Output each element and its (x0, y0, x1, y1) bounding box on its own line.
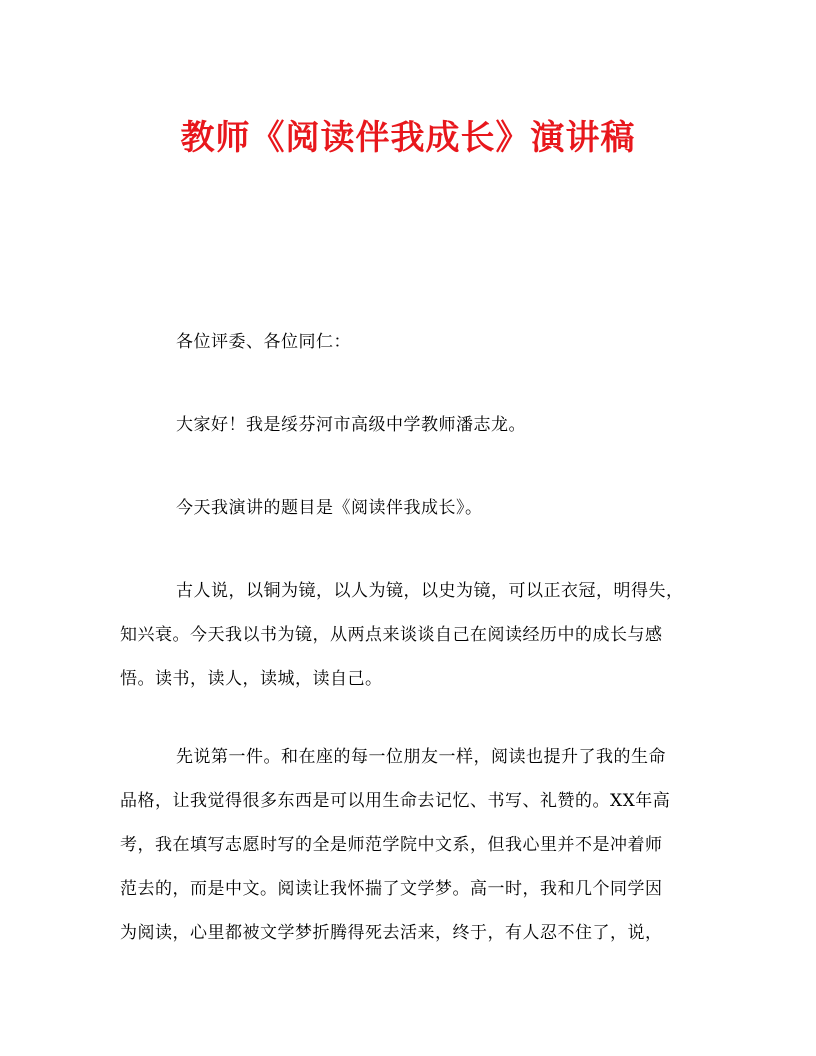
paragraph-first-point (120, 735, 700, 955)
paragraph-line: 品格，让我觉得很多东西是可以用生命去记忆、书写、礼赞的。XX年高 (120, 791, 671, 811)
paragraph-line: 大家好！我是绥芬河市高级中学教师潘志龙。 (176, 415, 526, 435)
paragraph-line: 各位评委、各位同仁： (176, 332, 351, 352)
paragraph-topic (120, 486, 700, 530)
paragraph-line: 悟。读书，读人，读城，读自己。 (120, 669, 383, 689)
paragraph-line: 今天我演讲的题目是《阅读伴我成长》。 (176, 498, 483, 518)
paragraph-line: 古人说，以铜为镜，以人为镜，以史为镜，可以正衣冠，明得失， (176, 581, 684, 601)
paragraph-line: 考，我在填写志愿时写的全是师范学院中文系，但我心里并不是冲着师 (120, 835, 663, 855)
paragraph-intro (120, 569, 700, 701)
paragraph-line: 为阅读，心里都被文学梦折腾得死去活来，终于，有人忍不住了，说， (120, 923, 663, 943)
paragraph-greeting (120, 403, 700, 447)
paragraph-salutation (120, 320, 700, 364)
document-title: 教师《阅读伴我成长》演讲稿 (180, 118, 636, 158)
paragraph-line: 范去的，而是中文。阅读让我怀揣了文学梦。高一时，我和几个同学因 (120, 879, 663, 899)
paragraph-line: 先说第一件。和在座的每一位朋友一样，阅读也提升了我的生命 (176, 747, 666, 767)
paragraph-line: 知兴衰。今天我以书为镜，从两点来谈谈自己在阅读经历中的成长与感 (120, 625, 663, 645)
